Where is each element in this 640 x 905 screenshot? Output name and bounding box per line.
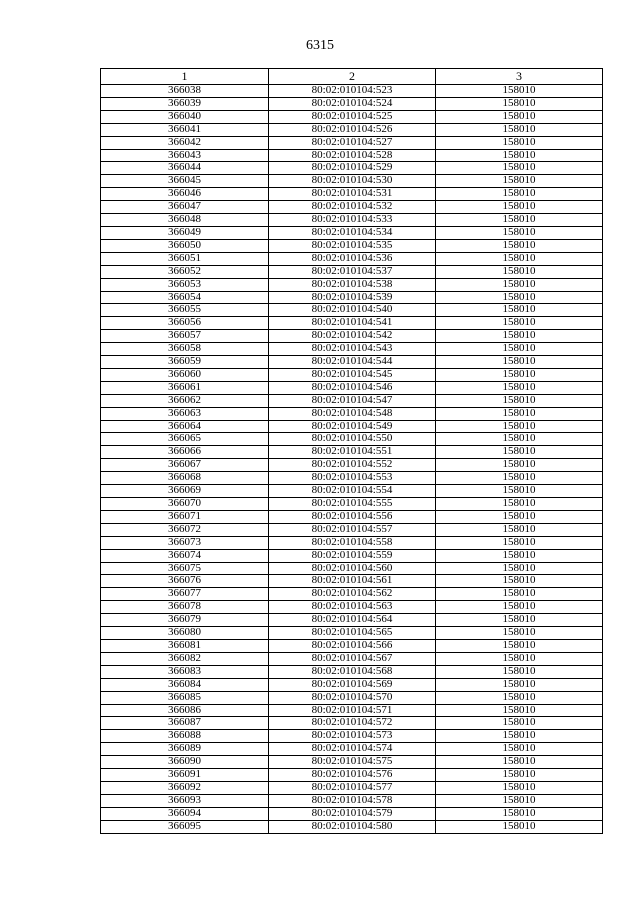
table-row: [101, 97, 603, 110]
table-cell: 80:02:010104:565: [269, 627, 436, 640]
table-cell: 80:02:010104:575: [269, 756, 436, 769]
table-cell: 80:02:010104:525: [269, 110, 436, 123]
table-cell: 80:02:010104:527: [269, 136, 436, 149]
table-cell: 158010: [436, 343, 603, 356]
table-cell: 80:02:010104:532: [269, 201, 436, 214]
table-cell: 158010: [436, 691, 603, 704]
table-cell: 366087: [101, 717, 269, 730]
table-cell: 80:02:010104:556: [269, 510, 436, 523]
table-cell: 80:02:010104:551: [269, 446, 436, 459]
table-cell: 366049: [101, 226, 269, 239]
table-cell: 80:02:010104:553: [269, 472, 436, 485]
table-cell: 366083: [101, 665, 269, 678]
table-cell: 80:02:010104:557: [269, 523, 436, 536]
table-cell: 158010: [436, 265, 603, 278]
table-cell: 158010: [436, 291, 603, 304]
table-row: [101, 343, 603, 356]
table-row: [101, 639, 603, 652]
table-cell: 366060: [101, 368, 269, 381]
table-cell: 158010: [436, 459, 603, 472]
table-cell: 158010: [436, 446, 603, 459]
table-row: [101, 226, 603, 239]
table-cell: 80:02:010104:526: [269, 123, 436, 136]
table-row: [101, 498, 603, 511]
table-row: [101, 536, 603, 549]
table-cell: 158010: [436, 201, 603, 214]
table-row: [101, 652, 603, 665]
table-row: [101, 291, 603, 304]
table-row: [101, 110, 603, 123]
table-cell: 158010: [436, 588, 603, 601]
table-cell: 80:02:010104:540: [269, 304, 436, 317]
table-cell: 80:02:010104:571: [269, 704, 436, 717]
table-row: [101, 756, 603, 769]
table-cell: 80:02:010104:538: [269, 278, 436, 291]
table-cell: 80:02:010104:528: [269, 149, 436, 162]
table-cell: 158010: [436, 317, 603, 330]
table-body: [101, 85, 603, 834]
table-cell: 80:02:010104:543: [269, 343, 436, 356]
table-row: [101, 407, 603, 420]
table-cell: 80:02:010104:546: [269, 381, 436, 394]
table-header: [101, 69, 603, 85]
table-cell: 158010: [436, 252, 603, 265]
table-cell: 366071: [101, 510, 269, 523]
table-cell: 366073: [101, 536, 269, 549]
table-cell: 366068: [101, 472, 269, 485]
table-cell: 158010: [436, 97, 603, 110]
table-row: [101, 717, 603, 730]
table-cell: 158010: [436, 562, 603, 575]
table-cell: 366076: [101, 575, 269, 588]
table-cell: 80:02:010104:555: [269, 498, 436, 511]
table-cell: 366046: [101, 188, 269, 201]
table-cell: 158010: [436, 85, 603, 98]
table-cell: 80:02:010104:547: [269, 394, 436, 407]
table-cell: 158010: [436, 730, 603, 743]
table-cell: 80:02:010104:541: [269, 317, 436, 330]
table-cell: 366044: [101, 162, 269, 175]
table-cell: 80:02:010104:576: [269, 769, 436, 782]
table-row: [101, 239, 603, 252]
table-cell: 158010: [436, 769, 603, 782]
table-cell: 366055: [101, 304, 269, 317]
table-cell: 366045: [101, 175, 269, 188]
table-row: [101, 807, 603, 820]
table-cell: 366058: [101, 343, 269, 356]
table-cell: 80:02:010104:559: [269, 549, 436, 562]
table-cell: 366074: [101, 549, 269, 562]
table-cell: 366075: [101, 562, 269, 575]
table-cell: 80:02:010104:552: [269, 459, 436, 472]
table-cell: 80:02:010104:569: [269, 678, 436, 691]
table-cell: 80:02:010104:567: [269, 652, 436, 665]
table-cell: 366072: [101, 523, 269, 536]
table-cell: 158010: [436, 304, 603, 317]
table-cell: 366092: [101, 781, 269, 794]
table-cell: 158010: [436, 781, 603, 794]
table-row: [101, 214, 603, 227]
table-row: [101, 162, 603, 175]
table-cell: 366043: [101, 149, 269, 162]
table-cell: 80:02:010104:566: [269, 639, 436, 652]
table-cell: 158010: [436, 278, 603, 291]
table-cell: 366070: [101, 498, 269, 511]
table-cell: 366067: [101, 459, 269, 472]
table-row: [101, 485, 603, 498]
table-cell: 80:02:010104:535: [269, 239, 436, 252]
table-cell: 158010: [436, 368, 603, 381]
table-row: [101, 265, 603, 278]
table-cell: 80:02:010104:549: [269, 420, 436, 433]
table-cell: 366056: [101, 317, 269, 330]
table-row: [101, 614, 603, 627]
table-cell: 80:02:010104:577: [269, 781, 436, 794]
table-cell: 158010: [436, 652, 603, 665]
table-cell: 158010: [436, 601, 603, 614]
table-cell: 80:02:010104:580: [269, 820, 436, 833]
table-cell: 80:02:010104:550: [269, 433, 436, 446]
table-cell: 80:02:010104:573: [269, 730, 436, 743]
table-cell: 158010: [436, 510, 603, 523]
table-cell: 80:02:010104:570: [269, 691, 436, 704]
table-row: [101, 188, 603, 201]
table-row: [101, 691, 603, 704]
table-cell: 158010: [436, 678, 603, 691]
table-cell: 158010: [436, 330, 603, 343]
table-cell: 366069: [101, 485, 269, 498]
table-cell: 158010: [436, 226, 603, 239]
table-cell: 80:02:010104:562: [269, 588, 436, 601]
table-cell: 158010: [436, 381, 603, 394]
table-cell: 80:02:010104:536: [269, 252, 436, 265]
table-cell: 80:02:010104:523: [269, 85, 436, 98]
table-row: [101, 304, 603, 317]
table-row: [101, 730, 603, 743]
table-cell: 366086: [101, 704, 269, 717]
table-cell: 366050: [101, 239, 269, 252]
table-row: [101, 472, 603, 485]
table-cell: 80:02:010104:572: [269, 717, 436, 730]
table-row: [101, 394, 603, 407]
table-cell: 366042: [101, 136, 269, 149]
table-cell: 366077: [101, 588, 269, 601]
table-cell: 80:02:010104:563: [269, 601, 436, 614]
table-cell: 158010: [436, 498, 603, 511]
table-cell: 80:02:010104:534: [269, 226, 436, 239]
table-cell: 158010: [436, 162, 603, 175]
table-row: [101, 356, 603, 369]
table-row: [101, 368, 603, 381]
table-cell: 366088: [101, 730, 269, 743]
header-row: [101, 69, 603, 85]
table-cell: 366040: [101, 110, 269, 123]
table-cell: 366052: [101, 265, 269, 278]
table-cell: 158010: [436, 188, 603, 201]
column-header-1: 1: [101, 69, 269, 85]
table-cell: 366085: [101, 691, 269, 704]
table-cell: 80:02:010104:539: [269, 291, 436, 304]
table-cell: 158010: [436, 110, 603, 123]
table-cell: 80:02:010104:578: [269, 794, 436, 807]
table-row: [101, 149, 603, 162]
table-cell: 158010: [436, 743, 603, 756]
table-cell: 158010: [436, 756, 603, 769]
table-cell: 366094: [101, 807, 269, 820]
table-row: [101, 85, 603, 98]
table-cell: 366047: [101, 201, 269, 214]
table-row: [101, 510, 603, 523]
table-cell: 366079: [101, 614, 269, 627]
registry-table: [100, 68, 603, 834]
table-row: [101, 136, 603, 149]
table-row: [101, 769, 603, 782]
table-row: [101, 446, 603, 459]
table-cell: 366065: [101, 433, 269, 446]
table-cell: 158010: [436, 407, 603, 420]
table-row: [101, 523, 603, 536]
table-cell: 158010: [436, 665, 603, 678]
table-cell: 366081: [101, 639, 269, 652]
table-cell: 366063: [101, 407, 269, 420]
table-cell: 158010: [436, 627, 603, 640]
table-cell: 80:02:010104:564: [269, 614, 436, 627]
table-row: [101, 665, 603, 678]
table-cell: 366059: [101, 356, 269, 369]
table-cell: 80:02:010104:579: [269, 807, 436, 820]
table-cell: 80:02:010104:542: [269, 330, 436, 343]
table-cell: 366093: [101, 794, 269, 807]
table-cell: 158010: [436, 420, 603, 433]
table-row: [101, 794, 603, 807]
table-cell: 158010: [436, 639, 603, 652]
table-cell: 366084: [101, 678, 269, 691]
table-cell: 80:02:010104:560: [269, 562, 436, 575]
table-cell: 366089: [101, 743, 269, 756]
table-cell: 366057: [101, 330, 269, 343]
table-cell: 366080: [101, 627, 269, 640]
table-cell: 80:02:010104:544: [269, 356, 436, 369]
table-cell: 366038: [101, 85, 269, 98]
page-number: 6315: [306, 38, 334, 53]
table-row: [101, 627, 603, 640]
table-cell: 80:02:010104:530: [269, 175, 436, 188]
table-cell: 158010: [436, 614, 603, 627]
table-row: [101, 575, 603, 588]
table-cell: 366053: [101, 278, 269, 291]
column-header-3: 3: [436, 69, 603, 85]
table-cell: 366061: [101, 381, 269, 394]
table-row: [101, 459, 603, 472]
table-cell: 158010: [436, 394, 603, 407]
table-cell: 366091: [101, 769, 269, 782]
table-row: [101, 562, 603, 575]
table-cell: 158010: [436, 794, 603, 807]
table-cell: 158010: [436, 485, 603, 498]
table-cell: 158010: [436, 807, 603, 820]
table-cell: 80:02:010104:529: [269, 162, 436, 175]
table-row: [101, 704, 603, 717]
table-cell: 158010: [436, 536, 603, 549]
table-cell: 80:02:010104:545: [269, 368, 436, 381]
table-cell: 158010: [436, 472, 603, 485]
table-cell: 80:02:010104:561: [269, 575, 436, 588]
table-cell: 158010: [436, 175, 603, 188]
table-row: [101, 781, 603, 794]
table-cell: 158010: [436, 704, 603, 717]
table-cell: 366082: [101, 652, 269, 665]
table-cell: 80:02:010104:524: [269, 97, 436, 110]
table-row: [101, 278, 603, 291]
table-row: [101, 175, 603, 188]
table-cell: 158010: [436, 523, 603, 536]
table-row: [101, 420, 603, 433]
table-cell: 158010: [436, 433, 603, 446]
table-row: [101, 330, 603, 343]
table-row: [101, 549, 603, 562]
table-cell: 158010: [436, 123, 603, 136]
table-cell: 366090: [101, 756, 269, 769]
table-cell: 80:02:010104:574: [269, 743, 436, 756]
table-row: [101, 381, 603, 394]
table-cell: 366078: [101, 601, 269, 614]
table-cell: 158010: [436, 575, 603, 588]
table-row: [101, 678, 603, 691]
table-cell: 366062: [101, 394, 269, 407]
table-row: [101, 252, 603, 265]
table-cell: 80:02:010104:533: [269, 214, 436, 227]
table-row: [101, 820, 603, 833]
table-cell: 80:02:010104:548: [269, 407, 436, 420]
table-row: [101, 317, 603, 330]
table-cell: 80:02:010104:554: [269, 485, 436, 498]
table-cell: 366066: [101, 446, 269, 459]
table-row: [101, 601, 603, 614]
table-row: [101, 201, 603, 214]
table-cell: 366064: [101, 420, 269, 433]
table-cell: 158010: [436, 356, 603, 369]
table-cell: 158010: [436, 149, 603, 162]
table-cell: 366041: [101, 123, 269, 136]
table-row: [101, 123, 603, 136]
table-cell: 366048: [101, 214, 269, 227]
table-row: [101, 588, 603, 601]
table-row: [101, 433, 603, 446]
table-cell: 366054: [101, 291, 269, 304]
table-cell: 158010: [436, 717, 603, 730]
table-cell: 366039: [101, 97, 269, 110]
table-cell: 366051: [101, 252, 269, 265]
table-cell: 158010: [436, 136, 603, 149]
table-cell: 366095: [101, 820, 269, 833]
table-row: [101, 743, 603, 756]
column-header-2: 2: [269, 69, 436, 85]
table-cell: 80:02:010104:568: [269, 665, 436, 678]
table-cell: 158010: [436, 549, 603, 562]
table-cell: 158010: [436, 214, 603, 227]
table-cell: 80:02:010104:537: [269, 265, 436, 278]
table-cell: 80:02:010104:531: [269, 188, 436, 201]
table-cell: 158010: [436, 239, 603, 252]
table-cell: 80:02:010104:558: [269, 536, 436, 549]
table-cell: 158010: [436, 820, 603, 833]
